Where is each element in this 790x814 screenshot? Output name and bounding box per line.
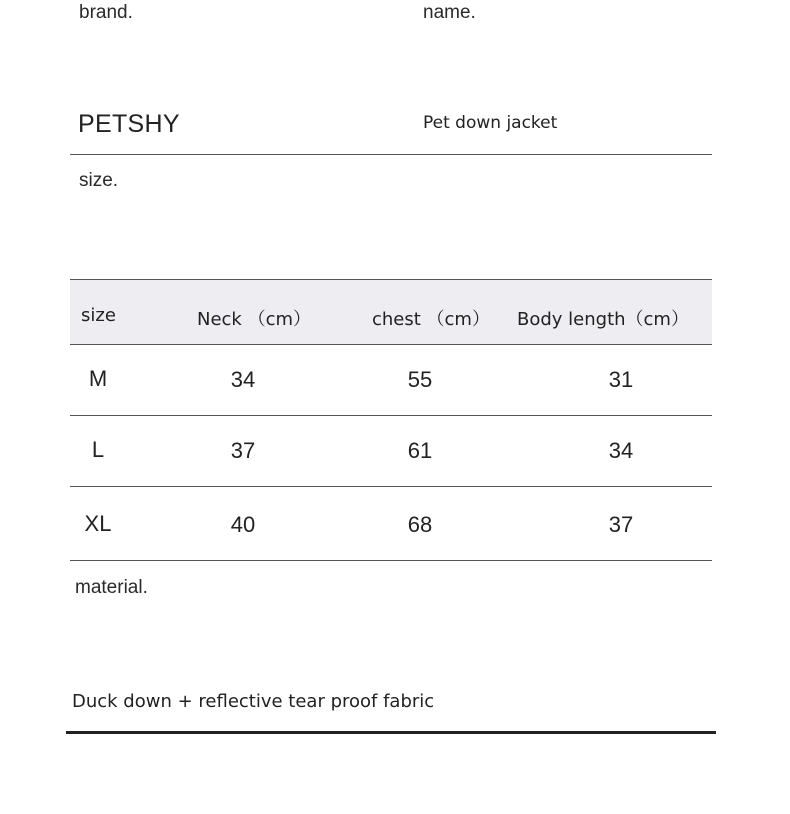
brand-label: brand. (79, 2, 133, 23)
header-chest: chest （cm） (372, 309, 490, 330)
table-header-border (70, 344, 712, 345)
header-body-length: Body length（cm） (517, 309, 689, 330)
cell-body-length: 31 (608, 367, 634, 392)
divider (70, 154, 712, 155)
row-divider (70, 415, 712, 416)
cell-body-length: 34 (608, 438, 634, 463)
cell-neck: 40 (230, 512, 256, 537)
cell-chest: 68 (407, 512, 433, 537)
name-label: name. (423, 2, 476, 23)
row-divider (70, 486, 712, 487)
material-label: material. (75, 577, 148, 598)
bottom-rule (66, 731, 716, 734)
cell-size: L (91, 437, 105, 462)
brand-value: PETSHY (78, 110, 180, 138)
name-value: Pet down jacket (423, 113, 558, 133)
cell-size: M (88, 366, 108, 391)
header-size: size (81, 305, 116, 326)
table-bottom-border (70, 560, 712, 561)
cell-chest: 61 (407, 438, 433, 463)
cell-size: XL (84, 511, 112, 536)
material-value: Duck down + reflective tear proof fabric (72, 691, 435, 712)
cell-neck: 37 (230, 438, 256, 463)
cell-chest: 55 (407, 367, 433, 392)
cell-neck: 34 (230, 367, 256, 392)
cell-body-length: 37 (608, 512, 634, 537)
header-neck: Neck （cm） (197, 309, 312, 330)
size-section-label: size. (79, 170, 119, 191)
